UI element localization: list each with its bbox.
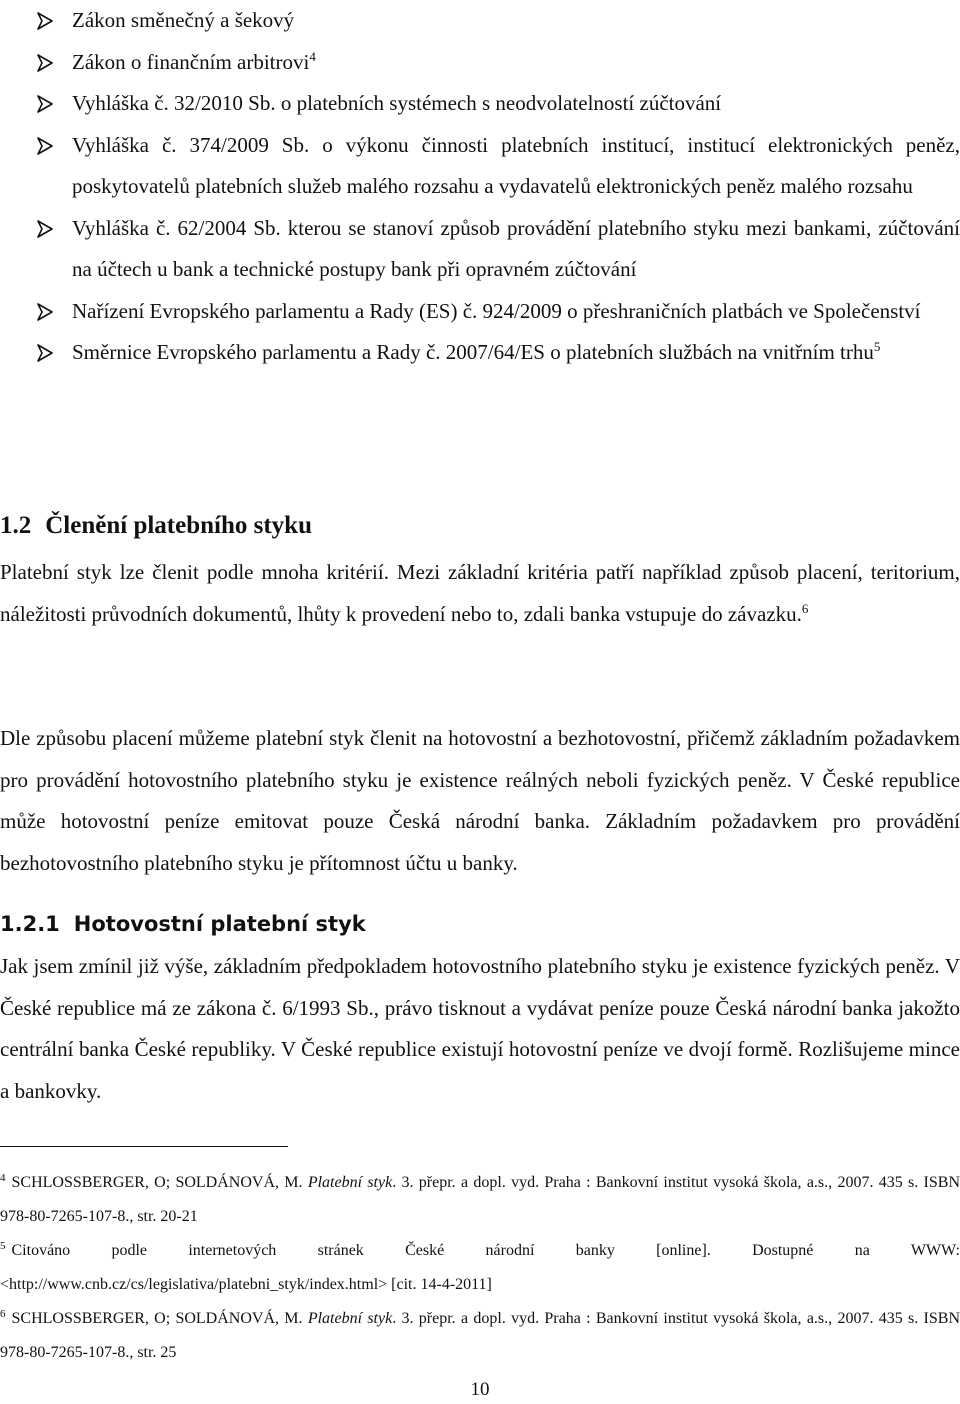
footnote-text: SCHLOSSBERGER, O; SOLDÁNOVÁ, M. <box>11 1174 308 1191</box>
footnotes <box>0 1166 960 1370</box>
arrow-bullet-icon <box>36 95 54 113</box>
paragraph <box>0 946 960 1112</box>
footnote-mark: 6 <box>0 1307 6 1320</box>
paragraph-text: Platební styk lze členit podle mnoha kritérií. Mezi základní kritéria patří například způsob placení, teritorium, náležitosti průvodních dokumentů, lhůty k provedení nebo to, zdali banka vstupuje do závazku. <box>0 560 960 626</box>
arrow-bullet-icon <box>36 137 54 155</box>
footnote <box>0 1166 960 1234</box>
footnote-text: . 3. přepr. a dopl. vyd. Praha : Bankovní institut vysoká škola, a.s., 2007. 435 s. ISBN 978-80-7265-107-8., str. 25 <box>0 1310 960 1361</box>
subsection-heading <box>0 906 366 942</box>
list-item-text: Nařízení Evropského parlamentu a Rady (ES) č. 924/2009 o přeshraničních platbách ve Společenství <box>72 298 921 323</box>
footnote-mark: 4 <box>0 1171 6 1184</box>
list-item <box>0 42 960 84</box>
list-item-text: Vyhláška č. 62/2004 Sb. kterou se stanoví způsob provádění platebního styku mezi bankami, zúčtování na účtech u bank a technické postupy bank při opravném zúčtování <box>72 215 960 281</box>
subsection-number: 1.2.1 <box>0 912 60 936</box>
footnote-reference[interactable]: 4 <box>309 48 316 64</box>
section-heading <box>0 508 312 544</box>
arrow-bullet-icon <box>36 220 54 238</box>
footnote <box>0 1234 960 1302</box>
list-item-text: Zákon směnečný a šekový <box>72 8 295 32</box>
footnote-title: Platební styk <box>307 1174 393 1191</box>
footnote-separator <box>0 1146 288 1147</box>
legislation-list <box>0 0 960 374</box>
list-item-text: Zákon o finančním arbitrovi <box>72 49 310 74</box>
list-item-text: Směrnice Evropského parlamentu a Rady č. 2007/64/ES o platebních službách na vnitřním trhu <box>72 340 874 364</box>
list-item <box>0 291 960 333</box>
section-number: 1.2 <box>0 512 32 539</box>
section-title: Členění platebního styku <box>45 512 312 539</box>
footnote-title: Platební styk <box>307 1310 393 1327</box>
subsection-title: Hotovostní platební styk <box>73 912 366 936</box>
footnote-text: SCHLOSSBERGER, O; SOLDÁNOVÁ, M. <box>11 1310 308 1327</box>
arrow-bullet-icon <box>36 12 54 30</box>
list-item <box>0 332 960 374</box>
list-item-text: Vyhláška č. 374/2009 Sb. o výkonu činnosti platebních institucí, institucí elektronických peněz, poskytovatelů platebních služeb malého rozsahu a vydavatelů elektronických peněz malého rozsahu <box>72 132 960 198</box>
footnote-reference[interactable]: 5 <box>873 339 881 354</box>
paragraph-text: Jak jsem zmínil již výše, základním předpokladem hotovostního platebního styku je existence fyzických peněz. V České republice má ze zákona č. 6/1993 Sb., právo tisknout a vydávat peníze pouze Česká národní banka jakožto centrální banka České republiky. V České republice existují hotovostní peníze ve dvojí formě. Rozlišujeme mince a bankovky. <box>0 954 960 1103</box>
arrow-bullet-icon <box>36 344 54 362</box>
footnote-text: . 3. přepr. a dopl. vyd. Praha : Bankovní institut vysoká škola, a.s., 2007. 435 s. ISBN 978-80-7265-107-8., str. 20-21 <box>0 1174 960 1225</box>
arrow-bullet-icon <box>36 54 54 72</box>
paragraph <box>0 552 960 635</box>
list-item <box>0 208 960 291</box>
list-item <box>0 83 960 125</box>
footnote-text: Citováno podle internetových stránek České národní banky [online]. Dostupné na WWW: <http://www.cnb.cz/cs/legislativa/platebni_styk/index.html> [cit. 14-4-2011] <box>0 1242 960 1293</box>
page-number: 10 <box>470 1379 490 1400</box>
footnote <box>0 1302 960 1370</box>
paragraph <box>0 718 960 884</box>
footnote-reference[interactable]: 6 <box>801 600 809 616</box>
footnote-mark: 5 <box>0 1239 6 1252</box>
list-item <box>0 125 960 208</box>
list-item-text: Vyhláška č. 32/2010 Sb. o platebních systémech s neodvolatelností zúčtování <box>72 91 722 115</box>
list-item <box>0 0 960 42</box>
paragraph-text: Dle způsobu placení můžeme platební styk členit na hotovostní a bezhotovostní, přičemž základním požadavkem pro provádění hotovostního platebního styku je existence reálných neboli fyzických peněz. V České republice může hotovostní peníze emitovat pouze Česká národní banka. Základním požadavkem pro provádění bezhotovostního platebního styku je přítomnost účtu u banky. <box>0 726 960 875</box>
arrow-bullet-icon <box>36 303 54 321</box>
